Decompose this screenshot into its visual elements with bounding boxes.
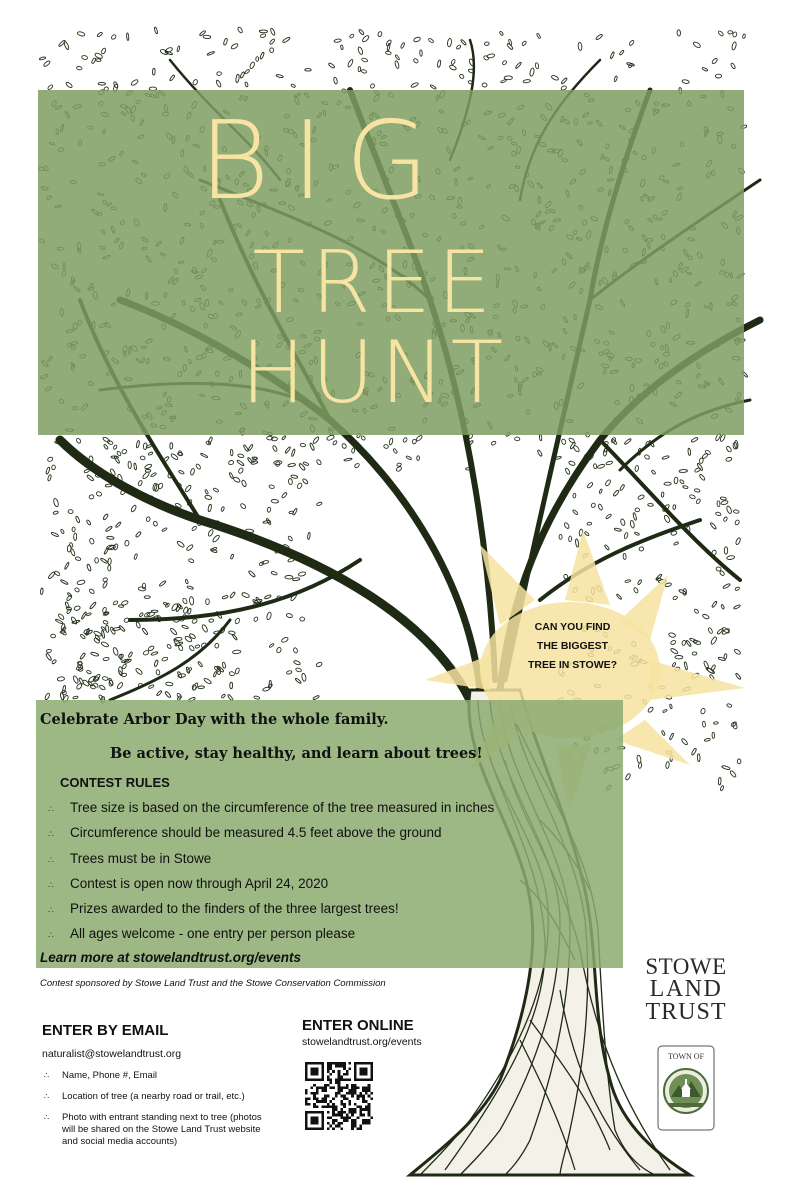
email-requirement-text: Name, Phone #, Email	[62, 1070, 158, 1081]
rule-item	[48, 825, 441, 840]
bullet-icon: ∴	[48, 905, 54, 915]
rule-text: Circumference should be measured 4.5 feet above the ground	[70, 825, 442, 840]
bullet-icon: ∴	[44, 1113, 50, 1122]
bullet-icon: ∴	[48, 930, 54, 940]
bullet-icon: ∴	[48, 829, 54, 839]
rule-text: Prizes awarded to the finders of the three largest trees!	[70, 901, 399, 916]
bullet-icon: ∴	[44, 1071, 50, 1080]
email-requirement-item	[44, 1091, 314, 1103]
rule-text: Trees must be in Stowe	[70, 851, 212, 866]
contest-rules-heading: CONTEST RULES	[60, 775, 170, 790]
logo-line: TRUST	[645, 999, 727, 1025]
bullet-icon: ∴	[48, 855, 54, 865]
sun-callout	[505, 618, 640, 675]
stowe-land-trust-logo	[640, 955, 732, 1024]
enter-online-heading: ENTER ONLINE	[302, 1017, 414, 1034]
bullet-icon: ∴	[48, 880, 54, 890]
qr-code-icon[interactable]	[305, 1062, 373, 1130]
rule-text: Tree size is based on the circumference of the tree measured in inches	[70, 800, 495, 815]
rule-item	[48, 926, 355, 941]
bullet-icon: ∴	[44, 1092, 50, 1101]
bullet-icon: ∴	[48, 804, 54, 814]
seal-text: TOWN OF	[667, 1052, 705, 1061]
email-requirement-text: Location of tree (a nearby road or trail, etc.)	[62, 1091, 245, 1102]
town-of-stowe-seal	[657, 1045, 715, 1131]
sun-callout-line: THE BIGGEST	[536, 640, 609, 652]
rule-item	[48, 876, 328, 891]
email-requirement-item	[44, 1070, 314, 1082]
title-line-big: BIG	[198, 99, 452, 224]
intro-line-2: Be active, stay healthy, and learn about trees!	[110, 745, 483, 762]
intro-line-1: Celebrate Arbor Day with the whole family.	[40, 711, 389, 728]
logo-line: STOWE	[645, 954, 727, 979]
email-requirement-text: Photo with entrant standing next to tree (photos will be shared on the Stowe Land Trust website and social media accounts)	[62, 1112, 262, 1147]
rule-item	[48, 851, 211, 866]
rule-text: All ages welcome - one entry per person please	[70, 926, 356, 941]
title-line-tree: TREE	[252, 233, 498, 333]
email-address-link[interactable]: naturalist@stowelandtrust.org	[42, 1048, 182, 1060]
sponsor-note: Contest sponsored by Stowe Land Trust and the Stowe Conservation Commission	[40, 978, 386, 989]
sun-callout-line: TREE IN STOWE?	[527, 659, 618, 671]
rule-item	[48, 901, 399, 916]
email-requirement-item	[44, 1112, 314, 1148]
sun-callout-line: CAN YOU FIND	[534, 621, 611, 633]
learn-more-link[interactable]: Learn more at stowelandtrust.org/events	[40, 950, 302, 965]
title-line-hunt: HUNT	[240, 323, 510, 423]
logo-line: LAND	[649, 976, 723, 1002]
rule-text: Contest is open now through April 24, 2020	[70, 876, 329, 891]
enter-by-email-heading: ENTER BY EMAIL	[42, 1022, 169, 1039]
online-url-link[interactable]: stowelandtrust.org/events	[302, 1036, 422, 1048]
rule-item	[48, 800, 494, 815]
